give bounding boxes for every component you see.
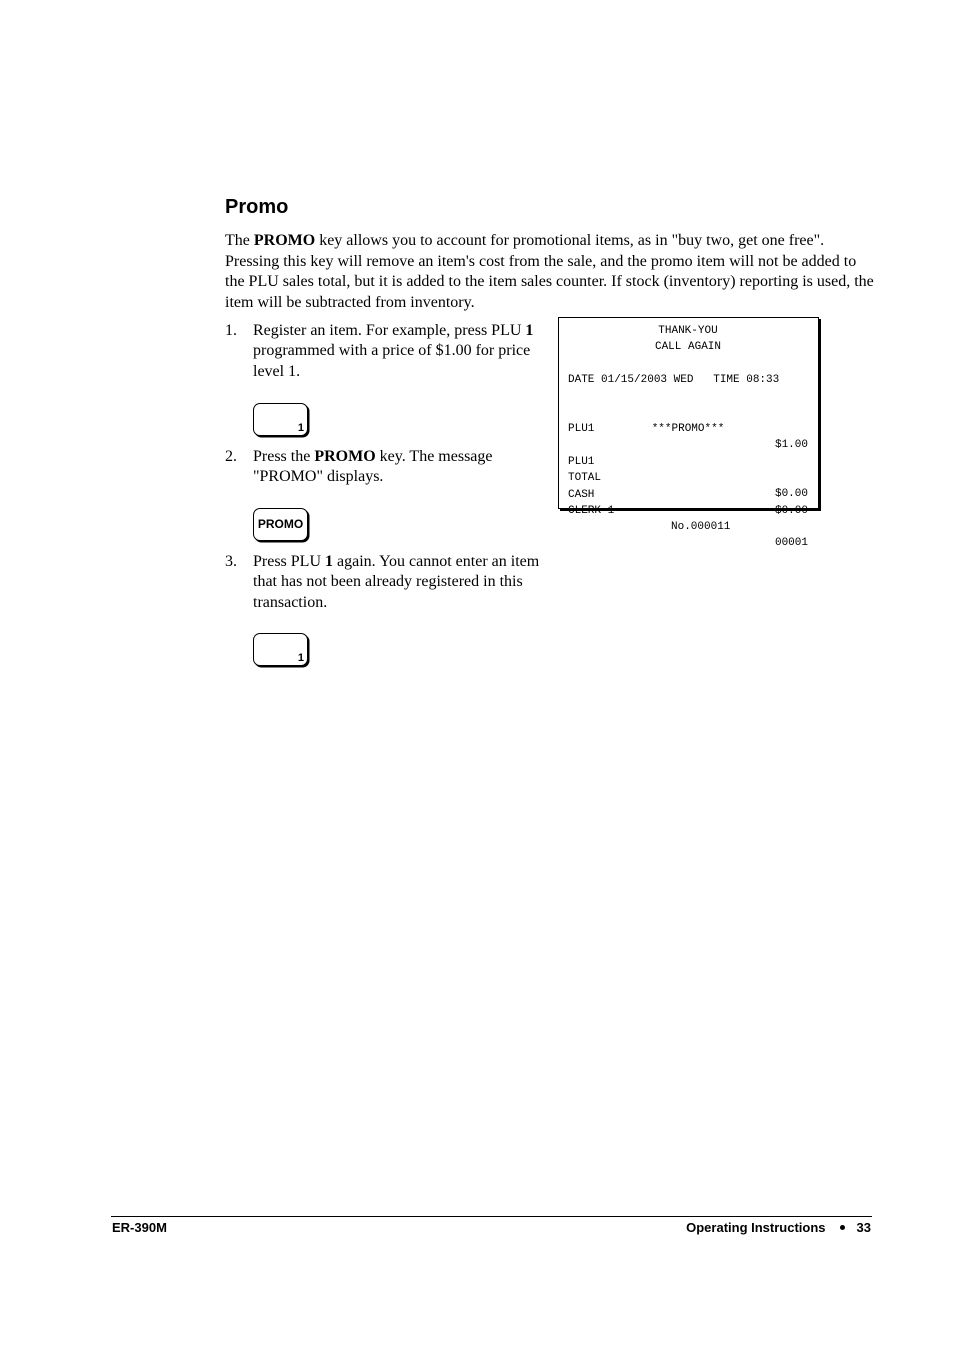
item-price: $1.00 bbox=[774, 439, 808, 451]
intro-paragraph bbox=[225, 231, 877, 313]
intro-text-1: The bbox=[225, 232, 254, 249]
footer-page-info bbox=[686, 1220, 871, 1235]
bullet-icon bbox=[840, 1225, 845, 1230]
step-text: Press PLU 1 again. You cannot enter an item that has not been already registered in this transaction. bbox=[253, 553, 540, 611]
total-label: TOTAL bbox=[568, 472, 602, 484]
receipt-header-2: CALL AGAIN bbox=[654, 341, 721, 353]
receipt-promo-marker: ***PROMO*** bbox=[651, 423, 725, 435]
total-value: $0.00 bbox=[774, 488, 808, 500]
sample-receipt bbox=[558, 317, 819, 549]
step-text: Register an item. For example, press PLU 1 programmed with a price of $1.00 for price level 1. bbox=[253, 322, 534, 380]
receipt-number: No.000011 bbox=[671, 521, 731, 533]
receipt-item-line bbox=[568, 438, 808, 468]
plu-1-key bbox=[253, 633, 308, 666]
intro-text-2: key allows you to account for promotional items, as in "buy two, get one free". Pressing this key will remove an item's cost from the sale, and the promo item will not be added to the PLU sales total, but it is added to the item sales counter. If stock (inventory) reporting is used, the item will be subtracted from inventory. bbox=[225, 232, 874, 311]
footer-section: Operating Instructions bbox=[686, 1220, 826, 1235]
key-label: 1 bbox=[297, 422, 304, 434]
item-name: PLU1 bbox=[568, 456, 595, 468]
footer-divider bbox=[111, 1216, 872, 1217]
cash-value: $0.00 bbox=[774, 505, 808, 517]
promo-key bbox=[253, 508, 308, 541]
step-number: 2. bbox=[225, 448, 237, 465]
receipt-date-time: DATE 01/15/2003 WED TIME 08:33 bbox=[568, 374, 780, 386]
step-number: 3. bbox=[225, 553, 237, 570]
page-number: 33 bbox=[856, 1220, 871, 1235]
footer-model: ER-390M bbox=[112, 1220, 167, 1235]
intro-key-name: PROMO bbox=[253, 232, 316, 249]
cash-label: CASH bbox=[568, 489, 595, 501]
section-title: Promo bbox=[225, 196, 289, 218]
receipt-clerk-line bbox=[568, 487, 808, 549]
receipt-header-1: THANK-YOU bbox=[658, 325, 718, 337]
clerk: CLERK 1 bbox=[568, 505, 615, 517]
plu-1-key bbox=[253, 403, 308, 436]
step-number: 1. bbox=[225, 322, 237, 339]
item-name: PLU1 bbox=[568, 423, 595, 435]
key-label: 1 bbox=[297, 652, 304, 664]
key-label: PROMO bbox=[257, 517, 304, 531]
step-text: Press the PROMO key. The message "PROMO" displays. bbox=[253, 448, 493, 486]
consecutive-number: 00001 bbox=[774, 537, 808, 549]
